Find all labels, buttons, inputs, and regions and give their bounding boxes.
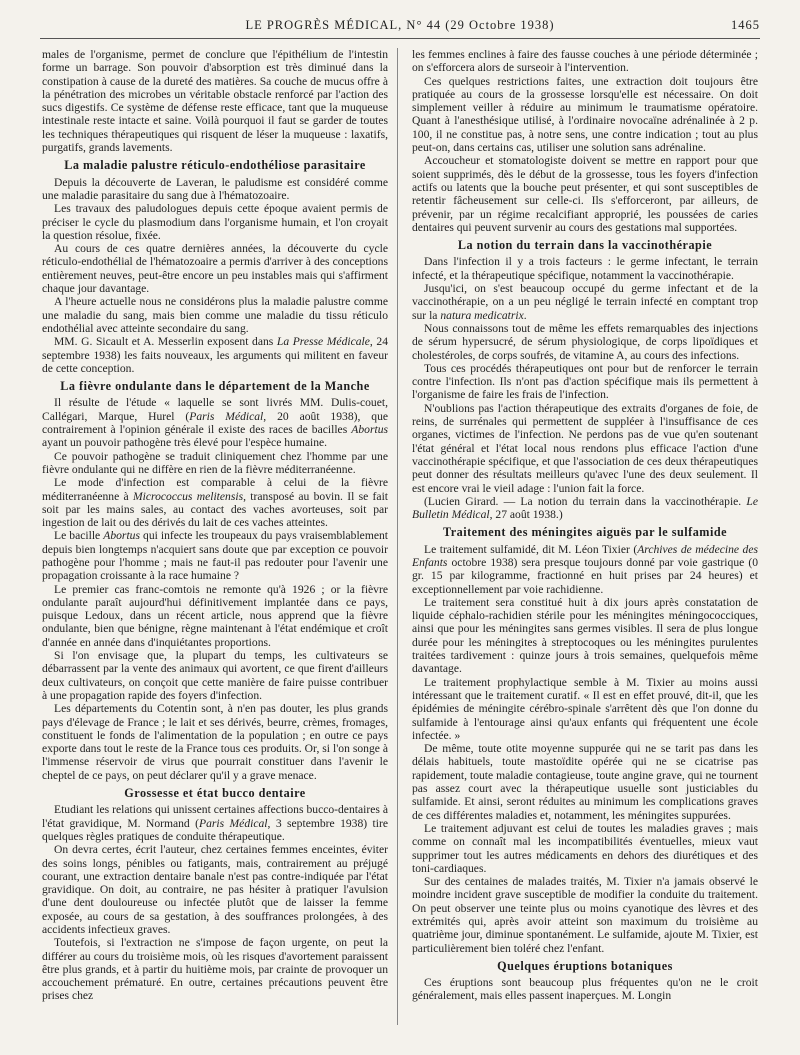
paragraph: A l'heure actuelle nous ne considérons plus la maladie palustre comme une maladie du sang, mais bien comme une maladie du tissu réticulo endothélial avec atteinte secondaire du sang. bbox=[42, 295, 388, 335]
paragraph: Si l'on envisage que, la plupart du temps, les cultivateurs se débarrassent par la vente des animaux qui avortent, ce que firent d'ailleurs deux cultivateurs, on conçoit que cette manière de faire puisse contribuer à une propagation rapide des foyers d'infection. bbox=[42, 649, 388, 702]
paragraph bbox=[42, 396, 388, 449]
species-name: Micrococcus melitensis bbox=[132, 489, 244, 503]
running-header bbox=[40, 18, 760, 34]
paragraph: Au cours de ces quatre dernières années, la découverte du cycle réticulo-endothélial de l'hématozoaire a permis d'arriver à des conceptions entièrement neuves, peut-être encore un peu instables mais qui s'affirment chaque jour davantage. bbox=[42, 242, 388, 296]
paragraph bbox=[42, 803, 388, 843]
section-heading-vaccinotherapie: La notion du terrain dans la vaccinothérapie bbox=[457, 238, 713, 253]
text-run: , 3 septembre 1938) tire quelques règles pratiques de conduite thérapeutique. bbox=[42, 816, 388, 843]
paragraph: Tous ces procédés thérapeutiques ont pour but de renforcer le terrain contre l'infection. Ils n'ont pas d'action spécifique mais ils permettent à l'organisme de faire les frais de l'infection. bbox=[412, 361, 758, 402]
paragraph bbox=[412, 495, 758, 522]
journal-citation: Paris Médical bbox=[189, 409, 264, 423]
section-heading-meningites: Traitement des méningites aiguës par le sulfamide bbox=[442, 525, 728, 540]
paragraph bbox=[412, 282, 758, 322]
text-run: Etudiant les relations qui unissent certaines affections bucco-dentaires à l'état gravidique, M. Normand ( bbox=[42, 803, 388, 830]
text-run: , transposé au bovin. Il se fait soit par les mains sales, au contact des vaches avorteuses, soit par ingestion de lait ou des dérivés du lait de ces vaches atteintes. bbox=[42, 489, 389, 530]
paragraph: Nous connaissons tout de même les effets remarquables des injections de sérum hypersucré, de sérum physiologique, de corps lipoïdiques et cholestéroles, de corps soufrés, de vitamine A, au cours des infections. bbox=[412, 321, 758, 362]
paragraph: males de l'organisme, permet de conclure que l'épithélium de l'intestin forme un barrage. Son pouvoir d'absorption est très diminué dans la constipation à cause de la dureté des matières. Sa couche de mucus offre à la pénétration des microbes un véritable obstacle renforcé par l'action des sucs digestifs. Ce système de défense reste efficace, tant que la muqueuse intestinale reste intacte et saine. Voilà pourquoi il faut se garder de toutes les techniques thérapeutiques qui risquent de léser la muqueuse : laxatifs, purgatifs, grands lavements. bbox=[42, 48, 388, 155]
paragraph bbox=[42, 476, 388, 529]
journal-title: LE PROGRÈS MÉDICAL, N° 44 (29 Octobre 1938) bbox=[245, 18, 555, 32]
paragraph: Les travaux des paludologues depuis cette époque avaient permis de préciser le cycle du plasmodium dans l'organisme humain, et l'on croyait la question résolue, fixée. bbox=[42, 202, 388, 242]
text-run: Le traitement sulfamidé, dit M. Léon Tixier ( bbox=[424, 542, 638, 556]
paragraph: Depuis la découverte de Laveran, le paludisme est considéré comme une maladie parasitaire du sang due à l'hématozoaire. bbox=[42, 175, 388, 202]
species-name: Abortus bbox=[103, 529, 140, 543]
paragraph: N'oublions pas l'action thérapeutique des extraits d'organes de foie, de reins, de surrénales qui permettent de suppléer à l'insuffisance de ces organes, victimes de l'infection. Ne perdons pas de vue qu'en soutenant l'état général et l'état local nous rendons plus efficace l'action d'une vaccinothérapie spécifique, et que l'association de ces deux thérapeutiques peut donner des résultats meilleurs qu'avec l'une des deux seulement. Il est encore vrai le vieil adage : l'union fait la force. bbox=[412, 401, 758, 495]
column-divider bbox=[397, 48, 398, 1025]
section-heading-paludisme: La maladie palustre réticulo-endothéliose parasitaire bbox=[64, 158, 366, 173]
species-name: Abortus bbox=[351, 423, 388, 437]
section-heading-grossesse: Grossesse et état bucco dentaire bbox=[124, 786, 306, 801]
text-run: . bbox=[523, 308, 527, 322]
text-run: ayant un pouvoir pathogène très élevé pour l'espèce humaine. bbox=[42, 436, 328, 450]
paragraph: Ce pouvoir pathogène se traduit cliniquement chez l'homme par une fièvre ondulante qui ne diffère en rien de la fièvre méditerranéenne. bbox=[42, 449, 388, 476]
journal-citation: La Presse Médicale bbox=[276, 335, 370, 349]
section-heading-eruptions: Quelques éruptions botaniques bbox=[497, 958, 673, 973]
right-column bbox=[412, 48, 758, 1003]
text-run: , 27 août 1938.) bbox=[489, 508, 563, 522]
journal-citation: Paris Médical bbox=[199, 816, 268, 830]
section-heading-fievre-ondulante: La fièvre ondulante dans le département de la Manche bbox=[60, 379, 370, 394]
text-run: , 20 août 1938), que contrairement à l'opinion générale il existe des races de bacilles bbox=[42, 409, 389, 437]
paragraph: Ces quelques restrictions faites, une extraction doit toujours être pratiquée au cours de la grossesse lorsqu'elle est nécessaire. On doit simplement veiller à réduire au minimum le traumatisme opératoire. Quant à l'anesthésique utilisé, à l'ordinaire novocaïne adrénalinée à 2 p. 100, il ne constitue pas, à notre sens, une contre indication ; tout au plus peut-on, dans certains cas, utiliser une solution sans adrénaline. bbox=[412, 74, 758, 155]
paragraph: Sur des centaines de malades traités, M. Tixier n'a jamais observé le moindre incident grave susceptible de modifier la conduite du traitement. On peut observer une teinte plus ou moins cyanotique des lèvres et des extrémités qui, après avoir atteint son maximum du troisième au quatrième jour, diminue spontanément. Le sulfamide, ajoute M. Tixier, est particulièrement bien toléré chez l'enfant. bbox=[412, 875, 758, 955]
paragraph: Le premier cas franc-comtois ne remonte qu'à 1926 ; or la fièvre ondulante paraît aujourd'hui définitivement implantée dans ce pays, puisque Ledoux, dans un récent article, nous apprend que la fièvre ondulante, bien que bénigne, règne maintenant à l'état endémique et croît d'année en année dans d'inquiétantes proportions. bbox=[42, 582, 388, 649]
paragraph: Les départements du Cotentin sont, à n'en pas douter, les plus grands pays d'élevage de France ; le lait et ses dérivés, beurre, crèmes, fromages, constituent le fonds de l'alimentation de la population ; en outre ce pays exporte dans tout le reste de la France tous ces produits. Or, si l'on songe à l'immense réservoir de virus que pourrait constituer dans l'avenir le cheptel de ce pays, on peut déclarer qu'il y a grave menace. bbox=[42, 702, 388, 782]
paragraph bbox=[412, 543, 758, 596]
page-number: 1465 bbox=[731, 18, 760, 32]
paragraph: Accoucheur et stomatologiste doivent se mettre en rapport pour que soient supprimés, dès le début de la grossesse, tous les foyers d'infection actifs ou latents que la bouche peut présenter, et qui sont susceptibles de retentir fâcheusement sur celle-ci. Ils s'efforceront, par ailleurs, de prévenir, par un régime recalcifiant approprié, les poussées de caries dentaires qui peuvent survenir au cours des gestations mal supportées. bbox=[412, 154, 758, 234]
text-run: octobre 1938) sera presque toujours donné par voie gastrique (0 gr. 15 par kilogramme, fractionné en huit prises par 24 heures) et exceptionnellement par voie rachidienne. bbox=[412, 555, 758, 596]
journal-citation: Le Bulletin Médical bbox=[412, 494, 758, 522]
text-run: , 24 septembre 1938) les faits nouveaux, les arguments qui militent en faveur de cette conception. bbox=[42, 335, 388, 375]
latin-phrase: natura medicatrix bbox=[440, 308, 524, 322]
paragraph: Toutefois, si l'extraction ne s'impose de façon urgente, on peut la différer au cours du troisième mois, où les risques d'avortement paraissent être plus grands, et à partir du huitième mois, par crainte de provoquer un accouchement prématuré. En outre, certaines précautions peuvent être prises chez bbox=[42, 936, 388, 1003]
paragraph: Le traitement adjuvant est celui de toutes les maladies graves ; mais comme on connaît mal les incompatibilités éventuelles, mieux vaut supprimer tout les autres médicaments en dehors des diurétiques et des toni-cardiaques. bbox=[412, 821, 758, 875]
text-run: (Lucien Girard. — La notion du terrain dans la vaccinothérapie. bbox=[424, 494, 747, 508]
text-run: qui infecte les troupeaux du pays vraisemblablement depuis bien longtemps n'acquiert sans doute que par exception ce pouvoir pathogène pour l'homme ; mais ne faut-il pas redouter pour l'avenir une propagation croissante à la race humaine ? bbox=[42, 529, 388, 583]
text-run: Le bacille bbox=[54, 529, 104, 543]
paragraph: Ces éruptions sont beaucoup plus fréquentes qu'on ne le croit généralement, mais elles passent inaperçues. M. Longin bbox=[412, 976, 758, 1003]
paragraph: Le traitement prophylactique semble à M. Tixier au moins aussi intéressant que le traitement curatif. « Il est en effet prouvé, dit-il, que les épidémies de méningite cérébro-spinale s'arrêtent dès que l'on donne du sulfamide à l'entourage ainsi qu'aux enfants qui fréquentent une école infectée. » bbox=[412, 675, 758, 742]
paragraph: les femmes enclines à faire des fausse couches à une période déterminée ; on s'efforcera alors de surseoir à l'intervention. bbox=[412, 48, 758, 75]
text-run: MM. G. Sicault et A. Messerlin exposent dans bbox=[54, 335, 277, 349]
left-column bbox=[42, 48, 388, 1003]
paragraph: De même, toute otite moyenne suppurée qui ne se tarit pas dans les délais habituels, toute mastoïdite opérée qui ne se cicatrise pas rapidement, toute maladie contagieuse, toute angine grave, qui ne tournent pas assez court avec la thérapeutique usuelle sont justiciables du sulfamide. Et ainsi, seront réduites au minimum les complications graves de ces différentes maladies et, notamment, les méningites suppurées. bbox=[412, 742, 758, 822]
paragraph: Dans l'infection il y a trois facteurs : le germe infectant, le terrain infecté, et la thérapeutique spécifique, notamment la vaccinothérapie. bbox=[412, 255, 758, 282]
text-run: Le mode d'infection est comparable à celui de la fièvre méditerranéenne à bbox=[42, 476, 388, 503]
text-run: Jusqu'ici, on s'est beaucoup occupé du germe infectant et de la vaccinothérapie, on a un peu négligé le terrain infecté en comptant trop sur la bbox=[412, 282, 758, 322]
paragraph: Le traitement sera constitué huit à dix jours après constatation de liquide céphalo-rachidien stérile pour les méningites méningococciques, ainsi que pour les méningites sans germes visibles. Il sera de plus longue durée pour les méningites à streptocoques ou les méningites purulentes traitées tardivement : quinze jours à trois semaines, quelquefois même davantage. bbox=[412, 595, 758, 676]
paragraph: On devra certes, écrit l'auteur, chez certaines femmes enceintes, éviter des soins longs, pénibles ou fatigants, mais, contrairement au préjugé courant, une extraction dentaire banale n'est pas contre-indiquée par l'état gravidique. On doit, au contraire, ne pas hésiter à pratiquer l'avulsion d'une dent douloureuse ou infectée plutôt que de laisser la femme exposée, au cours de sa gestation, à des souffrances prolongées, à des accidents infectieux graves. bbox=[42, 843, 388, 936]
text-run: Il résulte de l'étude « laquelle se sont livrés MM. Dulis-couet, Callégari, Marque, Hurel ( bbox=[42, 396, 388, 423]
paragraph bbox=[42, 529, 388, 582]
paragraph bbox=[42, 335, 388, 375]
header-rule bbox=[40, 38, 760, 39]
journal-citation: Archives de médecine des Enfants bbox=[412, 542, 758, 569]
